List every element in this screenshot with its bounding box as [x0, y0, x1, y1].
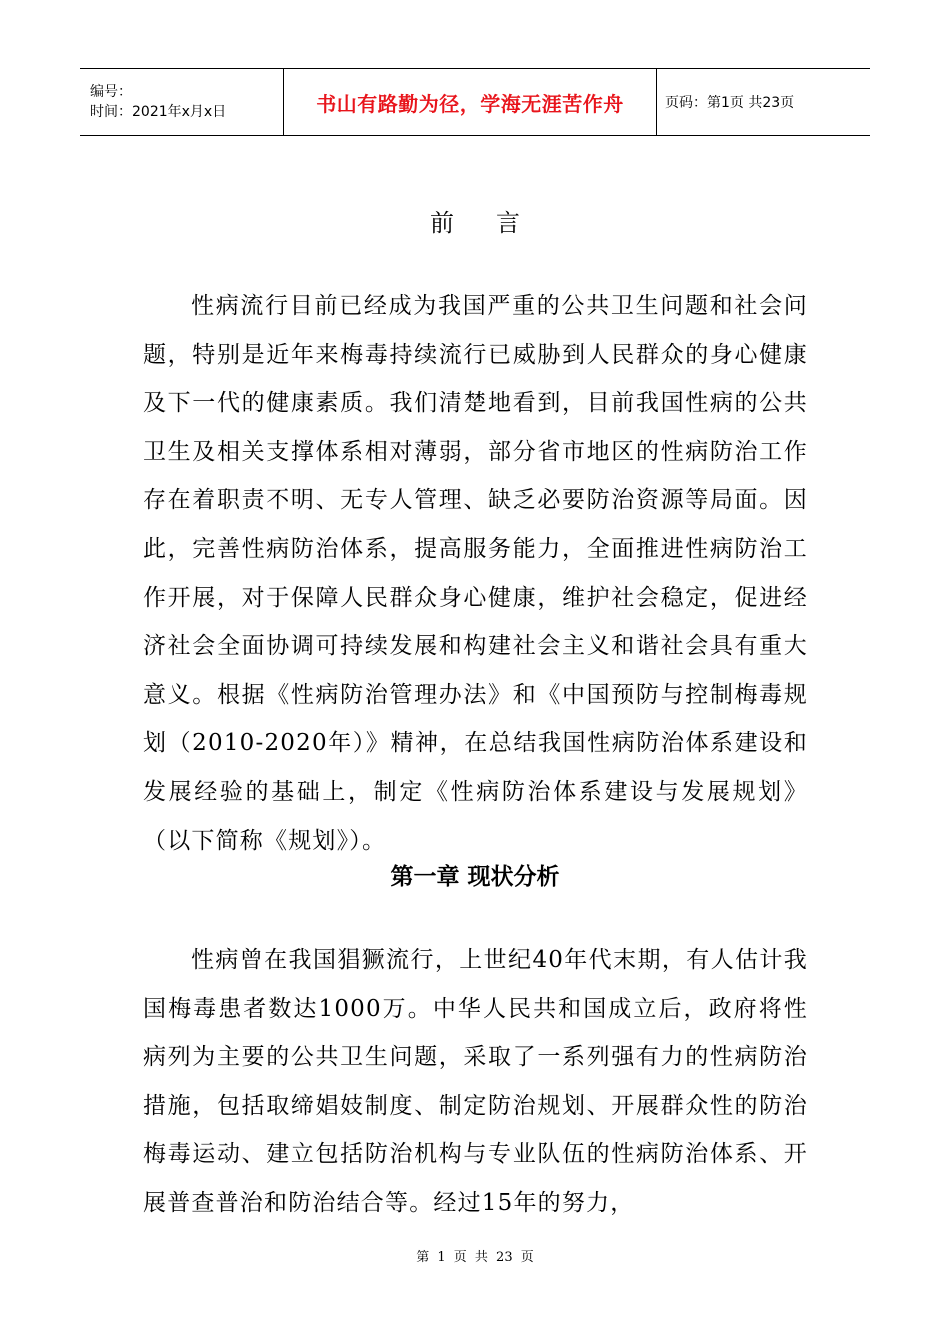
chapter-title: 第一章 现状分析: [390, 864, 560, 890]
preface-title: 前言: [430, 209, 562, 237]
header-motto: 书山有路勤为径，学海无涯苦作舟: [316, 91, 624, 116]
page-footer: 第 1 页 共 23 页: [416, 1250, 534, 1265]
header-motto-cell: [283, 69, 657, 135]
header-page-info: 页码：第1页 共23页: [665, 95, 795, 111]
document-header: [80, 68, 870, 136]
preface-paragraph: 性病流行目前已经成为我国严重的公共卫生问题和社会问题，特别是近年来梅毒持续流行已威胁到人民群众的身心健康及下一代的健康素质。我们清楚地看到，目前我国性病的公共卫生及相关支撑体系相对薄弱，部分省市地区的性病防治工作存在着职责不明、无专人管理、缺乏必要防治资源等局面。因此，完善性病防治体系，提高服务能力，全面推进性病防治工作开展，对于保障人民群众身心健康，维护社会稳定，促进经济社会全面协调可持续发展和构建社会主义和谐社会具有重大意义。根据《性病防治管理办法》和《中国预防与控制梅毒规划（2010-2020年）》精神，在总结我国性病防治体系建设和发展经验的基础上，制定《性病防治体系建设与发展规划》（以下简称《规划》）。: [143, 293, 808, 854]
chapter-paragraph: 性病曾在我国猖獗流行，上世纪40年代末期，有人估计我国梅毒患者数达1000万。中华人民共和国成立后，政府将性病列为主要的公共卫生问题，采取了一系列强有力的性病防治措施，包括取缔娼妓制度、制定防治规划、开展群众性的防治梅毒运动、建立包括防治机构与专业队伍的性病防治体系、开展普查普治和防治结合等。经过15年的努力，: [143, 947, 808, 1216]
header-page-cell: [657, 69, 870, 135]
document-number-label: 编号：: [90, 84, 132, 100]
header-meta: [80, 69, 283, 135]
document-date: 时间：2021年x月x日: [90, 104, 227, 120]
